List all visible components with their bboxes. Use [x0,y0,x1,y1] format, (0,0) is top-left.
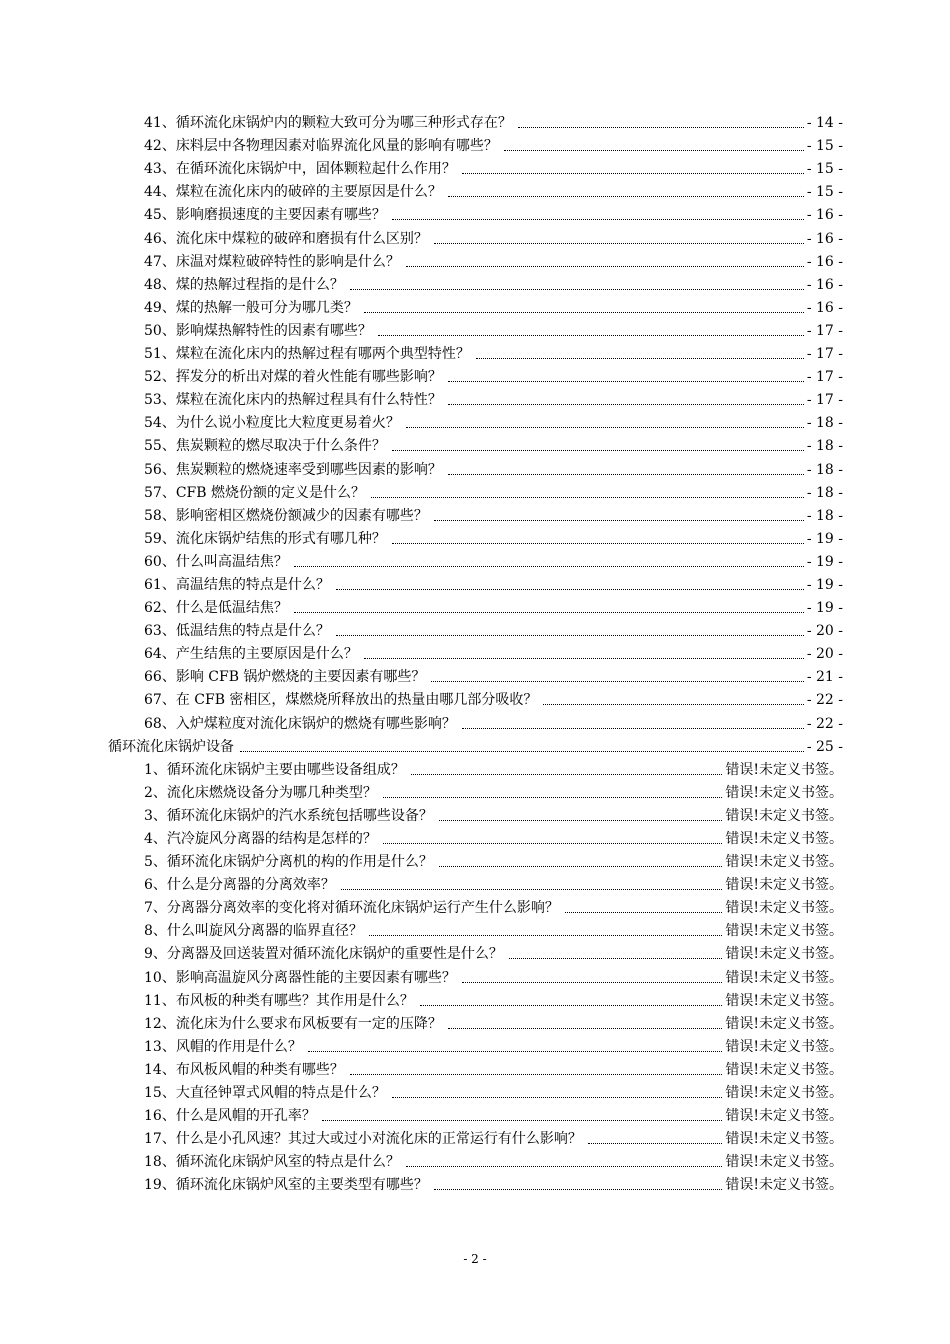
toc-entry-page: - 16 - [806,276,843,293]
toc-entry-page: - 19 - [806,576,843,593]
toc-entry[interactable] [108,1171,843,1194]
toc-entry-title: 64、产生结焦的主要原因是什么？ [144,646,358,663]
toc-entry-title: 循环流化床锅炉设备 [108,738,234,755]
toc-entry-title: 6、什么是分离器的分离效率？ [144,877,335,894]
toc-entry-title: 47、床温对煤粒破碎特性的影响是什么？ [144,253,400,270]
toc-entry[interactable] [108,132,843,155]
toc-entry-title: 43、在循环流化床锅炉中，固体颗粒起什么作用？ [144,161,456,178]
toc-entry-page: 错误!未定义书签。 [725,923,843,940]
toc-entry[interactable] [108,479,843,502]
toc-leader-dots [448,474,804,475]
toc-entry-page: 错误!未定义书签。 [725,946,843,963]
toc-entry[interactable] [108,594,843,617]
toc-leader-dots [518,127,804,128]
toc-entry-page: - 21 - [806,669,843,686]
toc-entry[interactable] [108,871,843,894]
toc-entry[interactable] [108,248,843,271]
toc-entry-page: - 25 - [806,738,843,755]
toc-entry-title: 66、影响 CFB 锅炉燃烧的主要因素有哪些？ [144,669,426,686]
toc-entry-page: 错误!未定义书签。 [725,900,843,917]
toc-entry-title: 48、煤的热解过程指的是什么？ [144,276,344,293]
toc-entry[interactable] [108,109,843,132]
toc-entry[interactable] [108,1033,843,1056]
toc-entry[interactable] [108,640,843,663]
toc-entry[interactable] [108,1125,843,1148]
toc-leader-dots [588,1143,723,1144]
toc-leader-dots [406,1166,723,1167]
toc-leader-dots [431,681,803,682]
toc-entry-title: 46、流化床中煤粒的破碎和磨损有什么区别？ [144,230,428,247]
toc-entry-page: 错误!未定义书签。 [725,877,843,894]
toc-entry-title: 52、挥发分的析出对煤的着火性能有哪些影响？ [144,369,442,386]
toc-entry[interactable] [108,201,843,224]
toc-entry-title: 45、影响磨损速度的主要因素有哪些？ [144,207,386,224]
page-number: - 2 - [463,1252,487,1266]
toc-entry-title: 58、影响密相区燃烧份额减少的因素有哪些？ [144,507,428,524]
toc-entry-page: 错误!未定义书签。 [725,807,843,824]
toc-entry[interactable] [108,663,843,686]
toc-leader-dots [350,289,804,290]
toc-entry[interactable] [108,294,843,317]
toc-entry-title: 61、高温结焦的特点是什么？ [144,576,330,593]
toc-entry-title: 59、流化床锅炉结焦的形式有哪几种？ [144,530,386,547]
toc-entry-page: - 16 - [806,230,843,247]
toc-leader-dots [392,543,804,544]
toc-entry-page: 错误!未定义书签。 [725,854,843,871]
toc-leader-dots [406,427,804,428]
toc-leader-dots [462,173,804,174]
toc-entry-title: 68、入炉煤粒度对流化床锅炉的燃烧有哪些影响？ [144,715,456,732]
toc-entry-title: 62、什么是低温结焦？ [144,600,288,617]
toc-entry[interactable] [108,779,843,802]
toc-entry-title: 8、什么叫旋风分离器的临界直径？ [144,923,363,940]
toc-entry[interactable] [108,525,843,548]
toc-leader-dots [308,1051,723,1052]
toc-entry[interactable] [108,987,843,1010]
toc-entry-title: 2、流化床燃烧设备分为哪几种类型？ [144,784,377,801]
toc-entry[interactable] [108,155,843,178]
toc-entry-page: - 19 - [806,553,843,570]
toc-leader-dots [240,751,804,752]
toc-entry-title: 9、分离器及回送装置对循环流化床锅炉的重要性是什么？ [144,946,503,963]
toc-entry[interactable] [108,432,843,455]
toc-leader-dots [392,219,804,220]
toc-entry[interactable] [108,686,843,709]
toc-entry-title: 3、循环流化床锅炉的汽水系统包括哪些设备？ [144,807,433,824]
toc-entry-page: - 15 - [806,184,843,201]
toc-entry-page: - 17 - [806,369,843,386]
toc-leader-dots [378,335,804,336]
toc-entry-page: 错误!未定义书签。 [725,761,843,778]
toc-entry-page: - 18 - [806,438,843,455]
toc-leader-dots [504,150,804,151]
toc-entry-title: 42、床料层中各物理因素对临界流化风量的影响有哪些？ [144,138,498,155]
toc-leader-dots [336,635,804,636]
toc-entry[interactable] [108,224,843,247]
toc-entry[interactable] [108,271,843,294]
toc-leader-dots [462,728,804,729]
toc-leader-dots [434,520,804,521]
toc-leader-dots [434,243,804,244]
toc-leader-dots [294,566,804,567]
toc-entry-page: - 15 - [806,138,843,155]
toc-leader-dots [439,866,722,867]
toc-entry-page: - 18 - [806,484,843,501]
toc-entry-title: 4、汽冷旋风分离器的结构是怎样的？ [144,831,377,847]
toc-leader-dots [448,381,804,382]
toc-entry-title: 19、循环流化床锅炉风室的主要类型有哪些？ [144,1177,428,1194]
toc-entry-page: - 16 - [806,299,843,316]
toc-entry-page: - 17 - [806,346,843,363]
toc-entry-page: - 22 - [806,715,843,732]
toc-entry[interactable] [108,709,843,732]
toc-entry-title: 41、循环流化床锅炉内的颗粒大致可分为哪三种形式存在？ [144,115,512,132]
toc-entry-page: - 18 - [806,415,843,432]
toc-entry-page: 错误!未定义书签。 [725,1154,843,1171]
toc-entry[interactable] [108,502,843,525]
toc-entry-page: - 17 - [806,322,843,339]
toc-entry-title: 14、布风板风帽的种类有哪些？ [144,1061,344,1078]
toc-leader-dots [294,612,804,613]
toc-entry[interactable] [108,848,843,871]
toc-entry-title: 15、大直径钟罩式风帽的特点是什么？ [144,1085,386,1102]
toc-entry-title: 55、焦炭颗粒的燃尽取决于什么条件？ [144,438,386,455]
toc-leader-dots [383,843,722,844]
toc-entry[interactable] [108,917,843,940]
toc-entry[interactable] [108,1056,843,1079]
toc-entry-page: - 22 - [806,692,843,709]
toc-leader-dots [565,912,722,913]
toc-leader-dots [364,658,804,659]
toc-leader-dots [341,889,722,890]
toc-entry[interactable] [108,363,843,386]
toc-entry-page: - 16 - [806,253,843,270]
toc-leader-dots [476,358,804,359]
toc-entry-page: 错误!未定义书签。 [725,1085,843,1102]
toc-entry-title: 60、什么叫高温结焦？ [144,553,288,570]
toc-entry-page: 错误!未定义书签。 [725,992,843,1009]
toc-entry[interactable] [108,548,843,571]
toc-entry[interactable] [108,1102,843,1125]
toc-entry[interactable] [108,317,843,340]
toc-entry[interactable] [108,340,843,363]
toc-entry-page: 错误!未定义书签。 [725,1015,843,1032]
toc-entry[interactable] [108,178,843,201]
toc-entry-title: 63、低温结焦的特点是什么？ [144,623,330,640]
toc-entry-title: 5、循环流化床锅炉分离机的构的作用是什么？ [144,854,433,871]
toc-entry-page: - 20 - [806,646,843,663]
toc-leader-dots [369,935,722,936]
toc-entry[interactable] [108,386,843,409]
toc-entry[interactable] [108,825,843,848]
toc-entry[interactable] [108,571,843,594]
toc-leader-dots [420,1005,723,1006]
toc-entry[interactable] [108,1148,843,1171]
toc-entry-page: - 17 - [806,392,843,409]
toc-entry-title: 51、煤粒在流化床内的热解过程有哪两个典型特性？ [144,346,470,363]
toc-entry-title: 54、为什么说小粒度比大粒度更易着火？ [144,415,400,432]
toc-leader-dots [392,1097,723,1098]
toc-entry-page: 错误!未定义书签。 [725,1131,843,1148]
toc-entry-page: - 18 - [806,507,843,524]
toc-entry-title: 57、CFB 燃烧份额的定义是什么？ [144,484,365,501]
toc-leader-dots [434,1189,723,1190]
toc-entry-page: 错误!未定义书签。 [725,1061,843,1078]
toc-leader-dots [322,1120,723,1121]
toc-entry-page: 错误!未定义书签。 [725,1177,843,1194]
toc-entry[interactable] [108,409,843,432]
toc-entry-page: 错误!未定义书签。 [725,969,843,986]
toc-entry[interactable] [108,455,843,478]
toc-entry[interactable] [108,756,843,779]
toc-leader-dots [543,704,803,705]
toc-entry[interactable] [108,940,843,963]
toc-entry-title: 18、循环流化床锅炉风室的特点是什么？ [144,1154,400,1171]
toc-entry[interactable] [108,1010,843,1033]
toc-entry-page: - 15 - [806,161,843,178]
toc-entry-title: 53、煤粒在流化床内的热解过程具有什么特性？ [144,392,442,409]
toc-leader-dots [392,450,804,451]
toc-entry[interactable] [108,617,843,640]
toc-leader-dots [411,774,722,775]
toc-entry-page: 错误!未定义书签。 [725,831,843,847]
toc-entry[interactable] [108,802,843,825]
toc-leader-dots [336,589,804,590]
toc-entry-page: - 18 - [806,461,843,478]
toc-entry-title: 49、煤的热解一般可分为哪几类？ [144,299,358,316]
toc-leader-dots [439,820,722,821]
toc-leader-dots [448,196,804,197]
toc-entry[interactable] [108,963,843,986]
toc-entry[interactable] [108,894,843,917]
toc-entry-title: 1、循环流化床锅炉主要由哪些设备组成？ [144,761,405,778]
toc-entry-title: 10、影响高温旋风分离器性能的主要因素有哪些？ [144,969,456,986]
toc-leader-dots [371,497,804,498]
toc-entry-page: 错误!未定义书签。 [725,1108,843,1125]
toc-entry[interactable] [108,1079,843,1102]
toc-entry-title: 17、什么是小孔风速？其过大或过小对流化床的正常运行有什么影响？ [144,1131,582,1148]
toc-entry-title: 56、焦炭颗粒的燃烧速率受到哪些因素的影响？ [144,461,442,478]
toc-entry[interactable] [108,733,843,756]
toc-entry-page: 错误!未定义书签。 [725,784,843,801]
toc-entry-title: 7、分离器分离效率的变化将对循环流化床锅炉运行产生什么影响？ [144,900,559,917]
toc-leader-dots [406,266,804,267]
toc-entry-page: - 14 - [806,115,843,132]
toc-entry-page: - 16 - [806,207,843,224]
toc-leader-dots [448,1028,723,1029]
toc-entry-title: 12、流化床为什么要求布风板要有一定的压降？ [144,1015,442,1032]
toc-leader-dots [462,982,723,983]
toc-leader-dots [350,1074,723,1075]
toc-leader-dots [448,404,804,405]
toc-entry-page: - 20 - [806,623,843,640]
toc-leader-dots [364,312,804,313]
toc-entry-page: - 19 - [806,530,843,547]
toc-entry-page: - 19 - [806,600,843,617]
toc-entry-title: 16、什么是风帽的开孔率？ [144,1108,316,1125]
toc-entry-title: 67、在 CFB 密相区，煤燃烧所释放出的热量由哪几部分吸收？ [144,692,538,709]
toc-leader-dots [383,797,722,798]
toc-entry-title: 44、煤粒在流化床内的破碎的主要原因是什么？ [144,184,442,201]
toc-entry-page: 错误!未定义书签。 [725,1038,843,1055]
toc-entry-title: 13、风帽的作用是什么？ [144,1038,302,1055]
table-of-contents [108,109,843,1194]
toc-leader-dots [509,958,722,959]
toc-entry-title: 50、影响煤热解特性的因素有哪些？ [144,322,372,339]
toc-entry-title: 11、布风板的种类有哪些？其作用是什么？ [144,992,414,1009]
